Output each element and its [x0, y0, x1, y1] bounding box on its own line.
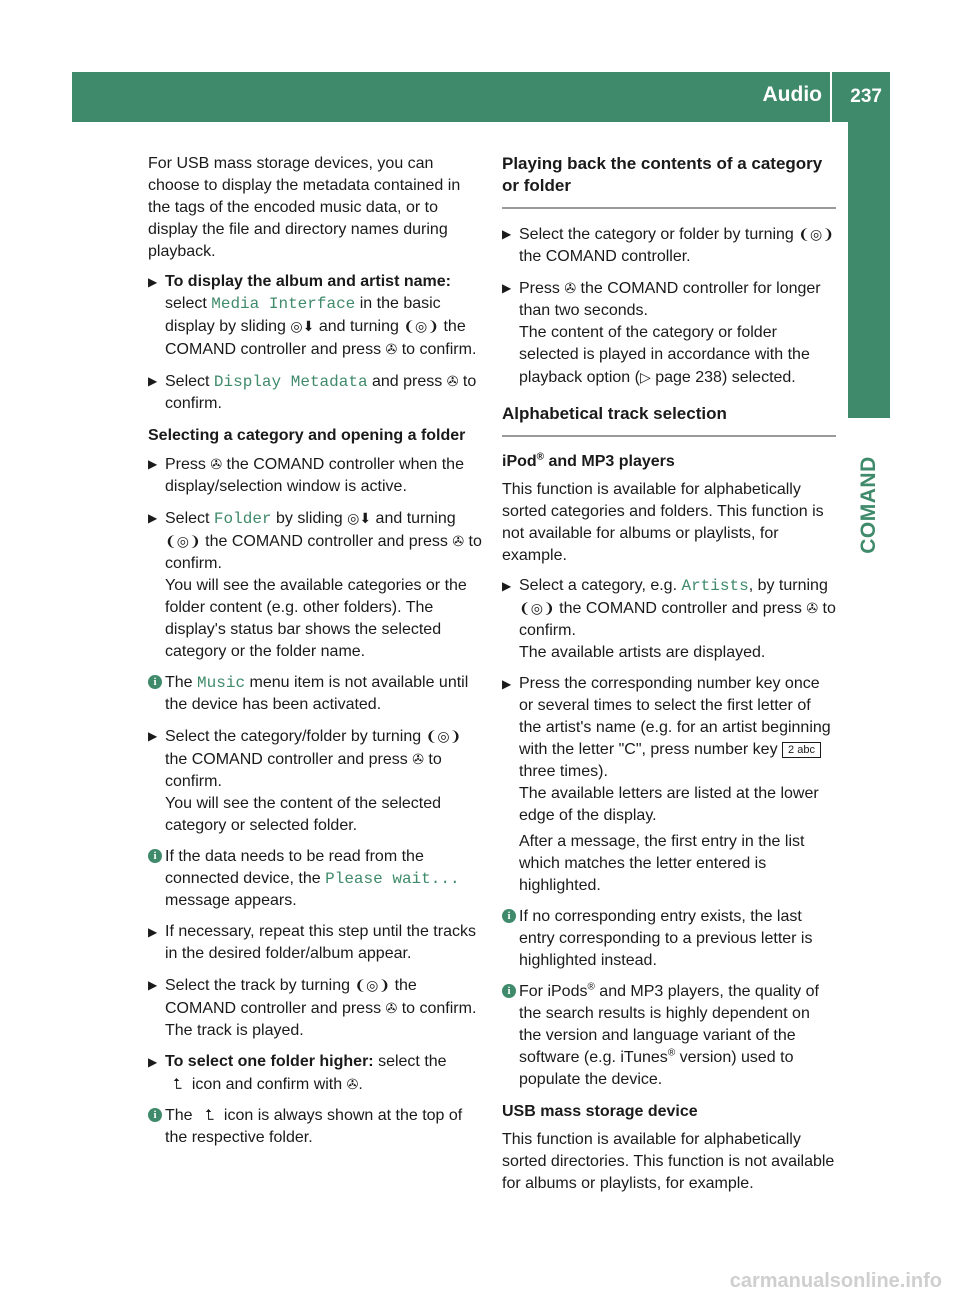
text: For iPods — [519, 983, 588, 1000]
left-column — [148, 153, 482, 1158]
text: Press the corresponding number key once or several times to select the first letter of the artist's name (e.g. for an artist beginning with the letter "C", press number key — [519, 675, 831, 758]
text: the COMAND controller and press — [165, 318, 466, 358]
step-select-category — [148, 725, 482, 837]
text: select — [165, 295, 207, 312]
text: Press — [165, 456, 206, 473]
text: Select the category or folder by turning — [519, 226, 794, 243]
text: the COMAND controller and press — [165, 751, 408, 768]
text: and turning — [375, 510, 456, 527]
text: The — [165, 1107, 193, 1124]
step-result: After a message, the first entry in the list which matches the letter entered is highlighted. — [519, 833, 805, 894]
text: iPod — [502, 453, 537, 470]
turn-controller-icon: ❨◎❩ — [798, 226, 834, 242]
menu-item-display-metadata: Display Metadata — [213, 373, 368, 391]
text: and press — [372, 373, 443, 390]
step-result: The available letters are listed at the lower edge of the display. — [519, 785, 819, 824]
folder-up-icon: ⮤ — [205, 1107, 214, 1124]
text: Select the category/folder by turning — [165, 728, 422, 745]
footer — [0, 1262, 960, 1302]
text: the COMAND controller and press — [559, 600, 802, 617]
slide-down-icon: ◎⬇ — [290, 318, 315, 334]
step-marker-icon: ▶ — [148, 925, 158, 939]
step-select-track — [148, 974, 482, 1042]
text: , by turning — [748, 577, 828, 594]
text: Select — [165, 510, 210, 527]
side-tab-text: COMAND — [857, 456, 880, 554]
number-key-2-icon: 2 abc — [782, 742, 821, 758]
press-controller-icon: ✇ — [385, 341, 398, 357]
paragraph-usb: This function is available for alphabetically sorted directories. This function is not available for albums or playlists, for example. — [502, 1131, 835, 1192]
turn-controller-icon: ❨◎❩ — [519, 600, 555, 616]
menu-item-folder: Folder — [213, 510, 272, 528]
step-folder-higher — [148, 1051, 482, 1096]
text: . — [358, 1076, 363, 1093]
step-result — [519, 322, 836, 389]
header-divider — [830, 72, 832, 122]
press-controller-icon: ✇ — [452, 533, 465, 549]
text: version) used to populate the device. — [519, 1049, 794, 1088]
text: in the basic display by sliding — [165, 295, 441, 335]
info-note-no-entry — [502, 906, 836, 972]
text: select the — [378, 1053, 447, 1070]
step-result: You will see the available categories or the folder content (e.g. other folders). The display's status bar shows the selected category or the folder name. — [165, 577, 467, 660]
section-heading-playing-back: Playing back the contents of a category or folder — [502, 153, 836, 209]
info-note-please-wait — [148, 846, 482, 912]
text: to confirm. — [165, 533, 482, 572]
press-controller-icon: ✇ — [385, 1000, 398, 1016]
subheading-selecting-category: Selecting a category and opening a folder — [148, 427, 466, 444]
text: message appears. — [165, 892, 297, 909]
press-controller-icon: ✇ — [806, 600, 819, 616]
text: three times). — [519, 763, 608, 780]
text: the COMAND controller. — [519, 248, 691, 265]
step-display-album-artist — [148, 271, 482, 361]
folder-up-icon: ⮤ — [173, 1076, 182, 1093]
text: Select — [165, 373, 210, 390]
info-note-music — [148, 672, 482, 716]
text: and MP3 players, the quality of the search results is highly dependent on the version and language variant of the software (e.g. iTunes — [519, 983, 819, 1066]
info-icon: i — [148, 849, 162, 863]
text: by sliding — [275, 510, 343, 527]
step-marker-icon: ▶ — [148, 511, 158, 525]
text: Select the track by turning — [165, 977, 350, 994]
step-marker-icon: ▶ — [502, 677, 512, 691]
menu-item-artists: Artists — [681, 577, 749, 595]
right-column — [502, 153, 836, 1203]
step-display-metadata — [148, 370, 482, 415]
intro-paragraph: For USB mass storage devices, you can choose to display the metadata contained in the tags of the encoded music data, or to display the file and directory names during playback. — [148, 155, 461, 260]
step-repeat — [148, 921, 482, 965]
step-marker-icon: ▶ — [148, 275, 158, 289]
turn-controller-icon: ❨◎❩ — [354, 977, 391, 993]
turn-controller-icon: ❨◎❩ — [165, 533, 201, 549]
registered-mark: ® — [587, 981, 595, 993]
message-please-wait: Please wait... — [325, 870, 460, 888]
text: and turning — [318, 318, 399, 335]
registered-mark: ® — [536, 451, 545, 463]
text: If no corresponding entry exists, the last entry corresponding to a previous letter is highlighted instead. — [519, 908, 813, 969]
slide-down-icon: ◎⬇ — [347, 510, 372, 526]
press-controller-icon: ✇ — [210, 456, 223, 472]
press-controller-icon: ✇ — [564, 280, 577, 296]
step-bold-label: To display the album and artist name: — [165, 273, 451, 290]
text: the COMAND controller and press — [165, 977, 417, 1017]
step-marker-icon: ▶ — [148, 1055, 158, 1069]
text: icon and confirm with — [191, 1076, 343, 1093]
text: to confirm. — [165, 751, 442, 790]
text: If necessary, repeat this step until the tracks in the desired folder/album appear. — [165, 923, 476, 962]
step-select-artists — [502, 575, 836, 664]
info-icon: i — [148, 675, 162, 689]
step-select-folder — [148, 507, 482, 663]
info-icon: i — [148, 1108, 162, 1122]
info-icon: i — [502, 909, 516, 923]
step-number-key — [502, 673, 836, 897]
step-marker-icon: ▶ — [502, 227, 512, 241]
menu-item-media-interface: Media Interface — [211, 295, 356, 313]
text: icon is always shown at the top of the respective folder. — [165, 1107, 463, 1146]
step-result: The available artists are displayed. — [519, 644, 766, 661]
text: and MP3 players — [544, 453, 675, 470]
side-tab-label — [848, 430, 890, 580]
page-reference: page 238) selected. — [655, 369, 796, 386]
text: The content of the category or folder selected is played in accordance with the playback option ( — [519, 324, 810, 386]
step-press-longer — [502, 277, 836, 389]
info-note-ipod-quality — [502, 981, 836, 1091]
press-controller-icon: ✇ — [446, 373, 459, 389]
side-tab — [848, 122, 890, 418]
step-result: The track is played. — [165, 1022, 304, 1039]
text: to confirm. — [401, 1000, 477, 1017]
info-note-folder-icon — [148, 1105, 482, 1149]
turn-controller-icon: ❨◎❩ — [425, 728, 462, 744]
step-select-category-folder — [502, 223, 836, 268]
text: to confirm. — [519, 600, 836, 639]
subheading-usb: USB mass storage device — [502, 1103, 698, 1120]
paragraph-alphabetical: This function is available for alphabetically sorted categories and folders. This function is not available for albums or playlists, for example. — [502, 481, 824, 564]
step-press-controller — [148, 453, 482, 498]
page-number: 237 — [850, 86, 882, 107]
step-marker-icon: ▶ — [148, 457, 158, 471]
text: the COMAND controller for longer than two seconds. — [519, 280, 821, 319]
page-ref-arrow-icon: ▷ — [639, 369, 651, 385]
text: the COMAND controller when the display/selection window is active. — [165, 456, 464, 495]
step-marker-icon: ▶ — [502, 579, 512, 593]
step-bold-label: To select one folder higher: — [165, 1053, 374, 1070]
text: Press — [519, 280, 560, 297]
text: menu item is not available until the device has been activated. — [165, 674, 469, 713]
text: Select a category, e.g. — [519, 577, 678, 594]
step-result: You will see the content of the selected category or selected folder. — [165, 795, 442, 834]
turn-controller-icon: ❨◎❩ — [403, 318, 440, 334]
text: to confirm. — [165, 373, 477, 412]
section-title: Audio — [762, 83, 822, 106]
step-marker-icon: ▶ — [148, 978, 158, 992]
text: the COMAND controller and press — [205, 533, 448, 550]
step-marker-icon: ▶ — [502, 281, 512, 295]
subheading-ipod — [502, 451, 836, 473]
text: The — [165, 674, 193, 691]
menu-item-music: Music — [197, 674, 246, 692]
watermark: carmanualsonline.info — [729, 1270, 942, 1292]
registered-mark: ® — [667, 1047, 676, 1059]
press-controller-icon: ✇ — [346, 1076, 359, 1092]
section-heading-alphabetical: Alphabetical track selection — [502, 403, 836, 437]
page-header — [72, 72, 890, 122]
text: If the data needs to be read from the connected device, the — [165, 848, 424, 887]
step-marker-icon: ▶ — [148, 729, 158, 743]
text: to confirm. — [401, 341, 477, 358]
step-marker-icon: ▶ — [148, 374, 158, 388]
info-icon: i — [502, 984, 516, 998]
press-controller-icon: ✇ — [412, 751, 424, 767]
